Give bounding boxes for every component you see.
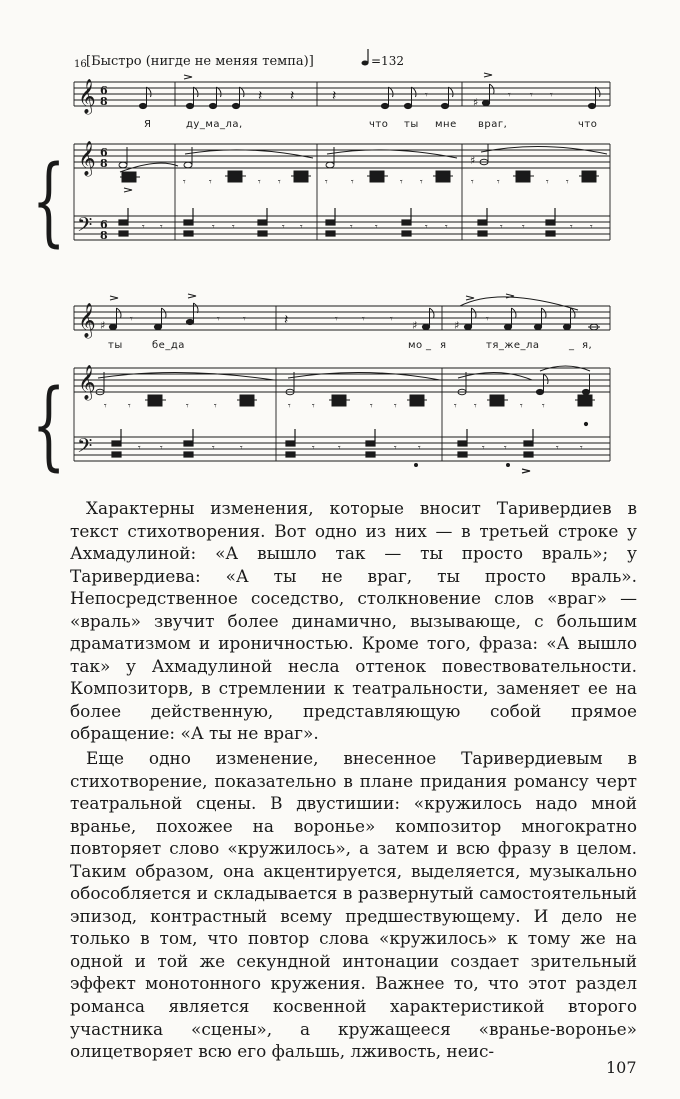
svg-text:𝄾: 𝄾: [482, 443, 485, 454]
svg-text:𝄾: 𝄾: [550, 90, 553, 101]
treble-clef-icon: 𝄞: [78, 365, 96, 400]
svg-text:𝄾: 𝄾: [160, 443, 163, 454]
score-system-2-svg: [0, 286, 680, 476]
time-signature-top: 6: [100, 84, 108, 97]
lyric-dash-2: _: [569, 340, 575, 351]
svg-text:𝄾: 𝄾: [394, 443, 397, 454]
svg-text:𝄾: 𝄾: [454, 401, 457, 412]
score-system-1-svg: [0, 40, 680, 255]
svg-text:𝄽: 𝄽: [258, 88, 263, 104]
piano-rh-staff-2: [74, 368, 610, 461]
svg-text:𝄾: 𝄾: [214, 401, 217, 412]
svg-text:𝄾: 𝄾: [335, 314, 338, 325]
bass-clef-icon: 𝄢: [77, 213, 93, 241]
metronome-note-icon: [362, 49, 369, 66]
svg-text:𝄾: 𝄾: [504, 443, 507, 454]
svg-text:𝄾: 𝄾: [394, 401, 397, 412]
voice-notes-1: [139, 73, 600, 109]
piano-lh-notes-2: [112, 429, 533, 473]
svg-text:𝄾: 𝄾: [362, 314, 365, 325]
svg-text:𝄾: 𝄾: [209, 177, 212, 188]
piano-rh-chords-2: [104, 395, 595, 426]
svg-text:𝄾: 𝄾: [570, 222, 573, 233]
voice-notes-2: [100, 294, 600, 332]
paragraph-1: Характерны изменения, которые вносит Таривердиев в текст стихотворения. Вот одно из них — в третьей строке у Ахмадулиной: «А вышло так — ты просто враль»; у Таривердиева: «А ты не враг, ты просто враль». Непосредственное соседство, столкновение слов «враг» — «враль» звучит более динамично, вызывающе, с большим драматизмом и ироничностью. Кроме того, фраза: «А вышло так» у Ахмадулиной несла оттенок повествовательности. Композиторв, в стремлении к театральности, заменяет ее на более действенную, представляющую собой прямое обращение: «А ты не враг».: [70, 498, 637, 744]
svg-text:𝄾: 𝄾: [486, 314, 489, 325]
body-text: [70, 497, 637, 1063]
svg-text:𝄾: 𝄾: [370, 401, 373, 412]
svg-text:𝄾: 𝄾: [400, 177, 403, 188]
lyric-ya-2: я: [440, 340, 447, 351]
svg-text:𝄾: 𝄾: [186, 401, 189, 412]
svg-text:𝄾: 𝄾: [375, 222, 378, 233]
lyric-chto-2: что: [578, 119, 598, 130]
svg-text:𝄾: 𝄾: [325, 177, 328, 188]
svg-text:𝄾: 𝄾: [556, 443, 559, 454]
svg-text:♯: ♯: [470, 154, 476, 167]
svg-text:𝄾: 𝄾: [212, 222, 215, 233]
lyric-chto: что: [369, 119, 389, 130]
svg-text:𝄾: 𝄾: [445, 222, 448, 233]
treble-clef-icon: 𝄞: [78, 79, 96, 114]
lh-time-top: 6: [100, 218, 108, 231]
svg-text:♯: ♯: [412, 319, 418, 332]
svg-text:𝄾: 𝄾: [566, 177, 569, 188]
treble-clef-icon: 𝄞: [78, 141, 96, 176]
svg-text:𝄾: 𝄾: [217, 314, 220, 325]
svg-text:𝄾: 𝄾: [232, 222, 235, 233]
measure-number: 16: [74, 59, 87, 70]
svg-text:𝄾: 𝄾: [546, 177, 549, 188]
svg-text:𝄾: 𝄾: [138, 443, 141, 454]
svg-text:𝄾: 𝄾: [530, 90, 533, 101]
svg-text:𝄾: 𝄾: [420, 177, 423, 188]
svg-text:𝄾: 𝄾: [258, 177, 261, 188]
svg-text:𝄾: 𝄾: [425, 222, 428, 233]
lyric-dash-1: _: [426, 340, 432, 351]
rh-time-top: 6: [100, 146, 108, 159]
svg-text:𝄽: 𝄽: [284, 312, 289, 328]
svg-text:𝄾: 𝄾: [542, 401, 545, 412]
lyric-mo: мо: [408, 340, 423, 351]
svg-text:𝄾: 𝄾: [183, 177, 186, 188]
svg-text:𝄾: 𝄾: [300, 222, 303, 233]
piano-lh-rests-1: [142, 222, 593, 233]
lyric-beda: бе_да: [152, 340, 185, 351]
svg-text:𝄾: 𝄾: [471, 177, 474, 188]
lyric-ya-3: я,: [582, 340, 593, 351]
svg-text:♯: ♯: [454, 319, 460, 332]
svg-text:𝄾: 𝄾: [278, 177, 281, 188]
svg-text:♯: ♯: [473, 96, 479, 109]
svg-text:𝄾: 𝄾: [243, 314, 246, 325]
svg-text:𝄾: 𝄾: [160, 222, 163, 233]
rh-time-bottom: 8: [100, 157, 108, 170]
svg-text:𝄾: 𝄾: [590, 222, 593, 233]
svg-text:𝄾: 𝄾: [418, 443, 421, 454]
lyric-ty: ты: [404, 119, 419, 130]
svg-text:𝄽: 𝄽: [332, 88, 337, 104]
music-system-1: [0, 40, 680, 255]
lyric-tyazhela: тя_же_ла: [486, 340, 540, 351]
svg-text:𝄾: 𝄾: [522, 222, 525, 233]
svg-text:𝄾: 𝄾: [130, 314, 133, 325]
svg-text:𝄾: 𝄾: [312, 401, 315, 412]
svg-text:𝄾: 𝄾: [128, 401, 131, 412]
svg-text:𝄾: 𝄾: [212, 443, 215, 454]
paragraph-2: Еще одно изменение, внесенное Таривердиевым в стихотворение, показательно в плане придания романсу черт театральной сцены. В двустишии: «кружилось надо мной вранье, похожее на воронье» композитор многократно повторяет слово «кружилось», а затем и всю фразу в целом. Таким образом, она акцентируется, выделяется, музыкально обособляется и складывается в развернутый самостоятельный эпизод, контрастный всему предшествующему. И дело не только в том, что повтор слова «кружилось» к тому же на одной и той же секундной интонации создает зрительный эффект монотонного кружения. Важнее то, что этот раздел романса является косвенной характеристикой второго участника «сцены», а кружащееся «вранье-воронье» олицетворяет всю его фальшь, лживость, неис-: [70, 748, 637, 1062]
piano-rh-chords-1: [183, 171, 599, 188]
lyric-dumala: ду_ма_ла,: [186, 119, 243, 130]
piano-brace-icon: {: [31, 146, 66, 255]
lyric-mne: мне: [435, 119, 457, 130]
metronome-value: =132: [371, 54, 404, 68]
bass-clef-icon: 𝄢: [77, 434, 93, 462]
piano-lh-rests-2: [138, 443, 583, 454]
svg-text:𝄾: 𝄾: [338, 443, 341, 454]
svg-text:𝄾: 𝄾: [288, 401, 291, 412]
svg-text:♯: ♯: [100, 319, 106, 332]
treble-clef-icon: 𝄞: [78, 303, 96, 338]
piano-brace-icon: {: [31, 370, 66, 476]
svg-text:𝄾: 𝄾: [350, 222, 353, 233]
lyric-vrag: враг,: [478, 119, 508, 130]
svg-text:𝄾: 𝄾: [425, 90, 428, 101]
svg-text:𝄾: 𝄾: [282, 222, 285, 233]
svg-text:𝄾: 𝄾: [240, 443, 243, 454]
tempo-marking: [Быстро (нигде не меняя темпа)]: [86, 54, 314, 69]
music-system-2: [0, 286, 680, 476]
lyric-ya: Я: [144, 119, 152, 130]
piano-rh-staff-1: [74, 144, 610, 240]
svg-text:𝄽: 𝄽: [290, 88, 295, 104]
svg-text:𝄾: 𝄾: [500, 222, 503, 233]
svg-text:𝄾: 𝄾: [497, 177, 500, 188]
svg-text:𝄾: 𝄾: [474, 401, 477, 412]
svg-text:𝄾: 𝄾: [580, 443, 583, 454]
svg-text:𝄾: 𝄾: [520, 401, 523, 412]
page-number: 107: [606, 1058, 637, 1077]
svg-text:𝄾: 𝄾: [312, 443, 315, 454]
lh-time-bottom: 8: [100, 229, 108, 242]
piano-lh-staff-1: [74, 216, 610, 240]
svg-text:𝄾: 𝄾: [104, 401, 107, 412]
svg-text:𝄾: 𝄾: [508, 90, 511, 101]
svg-text:𝄾: 𝄾: [142, 222, 145, 233]
lyric-ty-2: ты: [108, 340, 123, 351]
svg-text:𝄾: 𝄾: [351, 177, 354, 188]
time-signature-bottom: 8: [100, 95, 108, 108]
svg-text:𝄾: 𝄾: [390, 314, 393, 325]
